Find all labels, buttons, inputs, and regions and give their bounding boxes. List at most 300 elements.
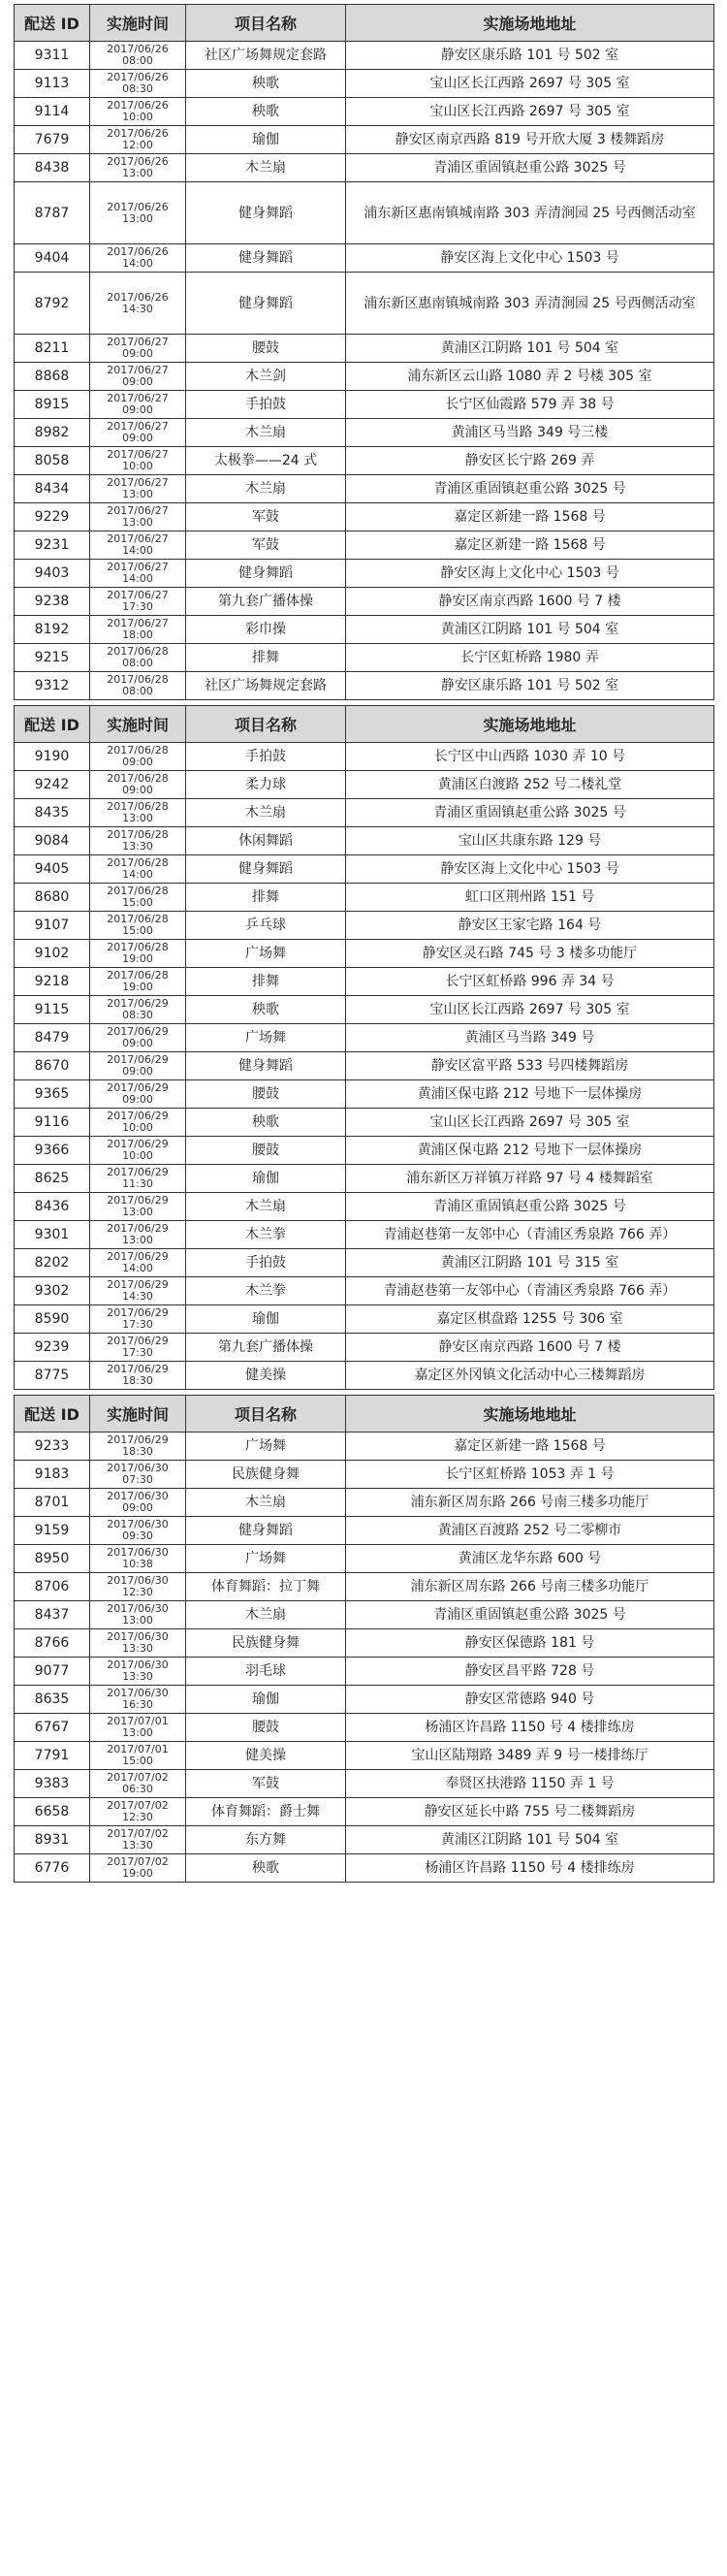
cell-time: 2017/06/28 09:00 [90, 771, 186, 799]
cell-project: 东方舞 [186, 1826, 346, 1854]
cell-project: 木兰扇 [186, 475, 346, 503]
table-row [15, 503, 714, 531]
table-row [15, 1334, 714, 1362]
header-time: 实施时间 [90, 5, 186, 42]
cell-project: 广场舞 [186, 1024, 346, 1052]
table-row [15, 968, 714, 996]
cell-project: 第九套广播体操 [186, 588, 346, 616]
cell-id: 8625 [15, 1165, 90, 1193]
table-row [15, 126, 714, 154]
cell-address: 浦东新区惠南镇城南路 303 弄清涧园 25 号西侧活动室 [346, 182, 714, 244]
table-row [15, 1109, 714, 1137]
table-row [15, 42, 714, 70]
cell-time: 2017/06/28 15:00 [90, 884, 186, 912]
cell-time: 2017/06/27 17:30 [90, 588, 186, 616]
cell-time: 2017/06/29 09:00 [90, 1052, 186, 1080]
table-row [15, 1714, 714, 1742]
table-row [15, 1742, 714, 1770]
cell-id: 8931 [15, 1826, 90, 1854]
table-row [15, 855, 714, 884]
cell-project: 羽毛球 [186, 1658, 346, 1686]
table-row [15, 70, 714, 98]
cell-time: 2017/06/27 09:00 [90, 391, 186, 419]
table-row [15, 1798, 714, 1826]
cell-id: 8775 [15, 1362, 90, 1390]
cell-time: 2017/06/30 09:30 [90, 1517, 186, 1545]
cell-time: 2017/07/02 06:30 [90, 1770, 186, 1798]
table-row [15, 1221, 714, 1249]
cell-project: 手拍鼓 [186, 391, 346, 419]
cell-id: 8436 [15, 1193, 90, 1221]
cell-address: 青浦区重固镇赵重公路 3025 号 [346, 1601, 714, 1629]
cell-id: 6767 [15, 1714, 90, 1742]
cell-project: 手拍鼓 [186, 1249, 346, 1277]
cell-project: 体育舞蹈：爵士舞 [186, 1798, 346, 1826]
cell-time: 2017/06/27 14:00 [90, 531, 186, 560]
table-row [15, 98, 714, 126]
cell-address: 虹口区荆州路 151 号 [346, 884, 714, 912]
cell-time: 2017/06/30 07:30 [90, 1461, 186, 1489]
cell-time: 2017/06/28 14:00 [90, 855, 186, 884]
cell-time: 2017/06/29 10:00 [90, 1137, 186, 1165]
cell-project: 广场舞 [186, 940, 346, 968]
cell-project: 瑜伽 [186, 1305, 346, 1334]
table-row [15, 335, 714, 363]
header-address: 实施场地地址 [346, 706, 714, 743]
table-row [15, 1658, 714, 1686]
cell-project: 木兰扇 [186, 799, 346, 827]
table-row [15, 1024, 714, 1052]
cell-id: 8435 [15, 799, 90, 827]
table-row [15, 996, 714, 1024]
cell-time: 2017/06/26 13:00 [90, 154, 186, 182]
cell-address: 嘉定区新建一路 1568 号 [346, 503, 714, 531]
cell-time: 2017/06/27 09:00 [90, 335, 186, 363]
cell-address: 青浦区重固镇赵重公路 3025 号 [346, 1193, 714, 1221]
cell-id: 8670 [15, 1052, 90, 1080]
cell-address: 长宁区中山西路 1030 弄 10 号 [346, 743, 714, 771]
cell-address: 黄浦区江阴路 101 号 315 室 [346, 1249, 714, 1277]
cell-address: 青浦区重固镇赵重公路 3025 号 [346, 475, 714, 503]
cell-id: 9077 [15, 1658, 90, 1686]
cell-id: 8202 [15, 1249, 90, 1277]
table-row [15, 799, 714, 827]
cell-time: 2017/06/28 13:30 [90, 827, 186, 855]
cell-address: 长宁区仙霞路 579 弄 38 号 [346, 391, 714, 419]
cell-address: 静安区延长中路 755 号二楼舞蹈房 [346, 1798, 714, 1826]
table-header-row [15, 5, 714, 42]
table-row [15, 1165, 714, 1193]
cell-time: 2017/06/30 13:30 [90, 1658, 186, 1686]
table-row [15, 1854, 714, 1883]
cell-project: 乒乓球 [186, 912, 346, 940]
table-row [15, 1826, 714, 1854]
cell-project: 柔力球 [186, 771, 346, 799]
cell-address: 长宁区虹桥路 1980 弄 [346, 644, 714, 672]
cell-id: 7791 [15, 1742, 90, 1770]
cell-id: 9159 [15, 1517, 90, 1545]
table-row [15, 1461, 714, 1489]
cell-id: 9218 [15, 968, 90, 996]
table-row [15, 1433, 714, 1461]
cell-project: 健美操 [186, 1362, 346, 1390]
cell-time: 2017/06/29 11:30 [90, 1165, 186, 1193]
cell-time: 2017/06/29 18:30 [90, 1362, 186, 1390]
cell-address: 长宁区虹桥路 1053 弄 1 号 [346, 1461, 714, 1489]
cell-address: 浦东新区周东路 266 号南三楼多功能厅 [346, 1489, 714, 1517]
cell-address: 青浦区重固镇赵重公路 3025 号 [346, 154, 714, 182]
table-row [15, 244, 714, 273]
cell-time: 2017/06/29 09:00 [90, 1024, 186, 1052]
cell-address: 黄浦区马当路 349 号三楼 [346, 419, 714, 447]
table-row [15, 827, 714, 855]
cell-project: 瑜伽 [186, 1686, 346, 1714]
cell-time: 2017/06/28 09:00 [90, 743, 186, 771]
table-row [15, 1573, 714, 1601]
cell-id: 9242 [15, 771, 90, 799]
table-row [15, 1052, 714, 1080]
table-row [15, 475, 714, 503]
cell-address: 宝山区共康东路 129 号 [346, 827, 714, 855]
cell-id: 9116 [15, 1109, 90, 1137]
cell-address: 静安区常德路 940 号 [346, 1686, 714, 1714]
table-row [15, 419, 714, 447]
cell-id: 8982 [15, 419, 90, 447]
table-row [15, 884, 714, 912]
cell-id: 9405 [15, 855, 90, 884]
cell-id: 9215 [15, 644, 90, 672]
cell-time: 2017/06/26 10:00 [90, 98, 186, 126]
table-row [15, 1249, 714, 1277]
cell-address: 青浦赵巷第一友邻中心（青浦区秀泉路 766 弄） [346, 1221, 714, 1249]
cell-time: 2017/06/29 18:30 [90, 1433, 186, 1461]
cell-id: 8058 [15, 447, 90, 475]
cell-project: 民族健身舞 [186, 1461, 346, 1489]
header-address: 实施场地地址 [346, 5, 714, 42]
cell-address: 黄浦区江阴路 101 号 504 室 [346, 335, 714, 363]
cell-time: 2017/06/28 08:00 [90, 672, 186, 700]
cell-time: 2017/06/26 08:00 [90, 42, 186, 70]
cell-id: 8787 [15, 182, 90, 244]
table-row [15, 1362, 714, 1390]
cell-id: 9107 [15, 912, 90, 940]
cell-address: 宝山区长江西路 2697 号 305 室 [346, 996, 714, 1024]
table-row [15, 1137, 714, 1165]
cell-id: 8590 [15, 1305, 90, 1334]
table-header-row [15, 706, 714, 743]
cell-time: 2017/06/29 09:00 [90, 1080, 186, 1109]
cell-time: 2017/06/27 09:00 [90, 363, 186, 391]
cell-address: 青浦区重固镇赵重公路 3025 号 [346, 799, 714, 827]
cell-address: 黄浦区江阴路 101 号 504 室 [346, 616, 714, 644]
table-row [15, 363, 714, 391]
cell-id: 9084 [15, 827, 90, 855]
cell-id: 9239 [15, 1334, 90, 1362]
cell-project: 秧歌 [186, 1109, 346, 1137]
cell-time: 2017/06/30 10:38 [90, 1545, 186, 1573]
cell-project: 木兰扇 [186, 1489, 346, 1517]
cell-time: 2017/06/30 12:30 [90, 1573, 186, 1601]
cell-time: 2017/07/02 13:30 [90, 1826, 186, 1854]
cell-project: 木兰拳 [186, 1277, 346, 1305]
table-row [15, 1489, 714, 1517]
cell-id: 9403 [15, 560, 90, 588]
cell-project: 社区广场舞规定套路 [186, 42, 346, 70]
cell-project: 健身舞蹈 [186, 244, 346, 273]
cell-time: 2017/06/27 09:00 [90, 419, 186, 447]
cell-time: 2017/06/27 10:00 [90, 447, 186, 475]
cell-project: 太极拳——24 式 [186, 447, 346, 475]
cell-time: 2017/06/29 14:00 [90, 1249, 186, 1277]
table-header-row [15, 1396, 714, 1433]
cell-id: 8792 [15, 273, 90, 335]
cell-project: 木兰扇 [186, 1601, 346, 1629]
cell-id: 8211 [15, 335, 90, 363]
cell-id: 9233 [15, 1433, 90, 1461]
cell-time: 2017/06/27 13:00 [90, 475, 186, 503]
cell-address: 杨浦区许昌路 1150 号 4 楼排练房 [346, 1714, 714, 1742]
table-row [15, 1277, 714, 1305]
cell-time: 2017/06/29 13:00 [90, 1221, 186, 1249]
header-project: 项目名称 [186, 706, 346, 743]
table-row [15, 1686, 714, 1714]
table-row [15, 1305, 714, 1334]
cell-time: 2017/06/30 09:00 [90, 1489, 186, 1517]
cell-project: 社区广场舞规定套路 [186, 672, 346, 700]
cell-time: 2017/06/29 14:30 [90, 1277, 186, 1305]
cell-id: 9114 [15, 98, 90, 126]
header-id: 配送 ID [15, 1396, 90, 1433]
cell-project: 民族健身舞 [186, 1629, 346, 1658]
table-row [15, 743, 714, 771]
cell-id: 9312 [15, 672, 90, 700]
cell-time: 2017/06/26 14:30 [90, 273, 186, 335]
cell-address: 静安区康乐路 101 号 502 室 [346, 42, 714, 70]
cell-time: 2017/07/02 12:30 [90, 1798, 186, 1826]
cell-time: 2017/06/30 13:30 [90, 1629, 186, 1658]
schedule-table [14, 1395, 714, 1883]
cell-project: 健身舞蹈 [186, 1052, 346, 1080]
schedule-table [14, 705, 714, 1390]
cell-time: 2017/07/01 15:00 [90, 1742, 186, 1770]
cell-project: 秧歌 [186, 996, 346, 1024]
cell-project: 排舞 [186, 968, 346, 996]
cell-project: 腰鼓 [186, 1714, 346, 1742]
cell-address: 静安区康乐路 101 号 502 室 [346, 672, 714, 700]
cell-time: 2017/06/29 08:30 [90, 996, 186, 1024]
schedule-document [14, 4, 713, 1887]
cell-project: 军鼓 [186, 1770, 346, 1798]
cell-project: 腰鼓 [186, 1080, 346, 1109]
cell-project: 健美操 [186, 1742, 346, 1770]
header-project: 项目名称 [186, 5, 346, 42]
cell-address: 浦东新区万祥镇万祥路 97 号 4 楼舞蹈室 [346, 1165, 714, 1193]
cell-address: 宝山区陆翔路 3489 弄 9 号一楼排练厅 [346, 1742, 714, 1770]
table-row [15, 1770, 714, 1798]
cell-project: 瑜伽 [186, 126, 346, 154]
cell-id: 9311 [15, 42, 90, 70]
cell-id: 8950 [15, 1545, 90, 1573]
header-address: 实施场地地址 [346, 1396, 714, 1433]
cell-project: 秧歌 [186, 98, 346, 126]
cell-id: 8706 [15, 1573, 90, 1601]
cell-project: 休闲舞蹈 [186, 827, 346, 855]
cell-address: 黄浦区保屯路 212 号地下一层体操房 [346, 1137, 714, 1165]
cell-time: 2017/06/28 19:00 [90, 968, 186, 996]
cell-project: 体育舞蹈：拉丁舞 [186, 1573, 346, 1601]
cell-id: 9229 [15, 503, 90, 531]
cell-project: 木兰拳 [186, 1221, 346, 1249]
cell-address: 黄浦区马当路 349 号 [346, 1024, 714, 1052]
cell-project: 健身舞蹈 [186, 560, 346, 588]
cell-address: 宝山区长江西路 2697 号 305 室 [346, 70, 714, 98]
cell-address: 静安区南京西路 819 号开欣大厦 3 楼舞蹈房 [346, 126, 714, 154]
cell-address: 嘉定区新建一路 1568 号 [346, 1433, 714, 1461]
cell-address: 嘉定区外冈镇文化活动中心三楼舞蹈房 [346, 1362, 714, 1390]
cell-id: 9190 [15, 743, 90, 771]
cell-project: 广场舞 [186, 1545, 346, 1573]
cell-project: 第九套广播体操 [186, 1334, 346, 1362]
table-row [15, 1545, 714, 1573]
cell-time: 2017/06/29 13:00 [90, 1193, 186, 1221]
cell-project: 秧歌 [186, 1854, 346, 1883]
cell-id: 9366 [15, 1137, 90, 1165]
cell-address: 浦东新区周东路 266 号南三楼多功能厅 [346, 1573, 714, 1601]
cell-id: 9383 [15, 1770, 90, 1798]
cell-id: 8438 [15, 154, 90, 182]
cell-time: 2017/06/28 08:00 [90, 644, 186, 672]
cell-project: 排舞 [186, 644, 346, 672]
cell-id: 8192 [15, 616, 90, 644]
cell-address: 长宁区虹桥路 996 弄 34 号 [346, 968, 714, 996]
table-row [15, 672, 714, 700]
cell-address: 浦东新区云山路 1080 弄 2 号楼 305 室 [346, 363, 714, 391]
cell-address: 静安区长宁路 269 弄 [346, 447, 714, 475]
cell-project: 木兰扇 [186, 1193, 346, 1221]
cell-id: 8479 [15, 1024, 90, 1052]
cell-time: 2017/06/29 10:00 [90, 1109, 186, 1137]
header-time: 实施时间 [90, 1396, 186, 1433]
cell-id: 9365 [15, 1080, 90, 1109]
cell-time: 2017/06/27 13:00 [90, 503, 186, 531]
cell-id: 8915 [15, 391, 90, 419]
cell-time: 2017/07/02 19:00 [90, 1854, 186, 1883]
cell-address: 浦东新区惠南镇城南路 303 弄清涧园 25 号西侧活动室 [346, 273, 714, 335]
cell-address: 宝山区长江西路 2697 号 305 室 [346, 1109, 714, 1137]
header-time: 实施时间 [90, 706, 186, 743]
cell-address: 奉贤区扶港路 1150 弄 1 号 [346, 1770, 714, 1798]
cell-address: 黄浦区龙华东路 600 号 [346, 1545, 714, 1573]
table-row [15, 616, 714, 644]
cell-project: 腰鼓 [186, 1137, 346, 1165]
cell-id: 9231 [15, 531, 90, 560]
table-row [15, 644, 714, 672]
cell-id: 8766 [15, 1629, 90, 1658]
cell-time: 2017/06/26 14:00 [90, 244, 186, 273]
cell-project: 军鼓 [186, 531, 346, 560]
cell-time: 2017/06/26 12:00 [90, 126, 186, 154]
schedule-table [14, 4, 714, 700]
cell-project: 军鼓 [186, 503, 346, 531]
cell-address: 杨浦区许昌路 1150 号 4 楼排练房 [346, 1854, 714, 1883]
cell-project: 瑜伽 [186, 1165, 346, 1193]
cell-id: 8437 [15, 1601, 90, 1629]
cell-project: 木兰扇 [186, 154, 346, 182]
header-id: 配送 ID [15, 5, 90, 42]
cell-id: 8701 [15, 1489, 90, 1517]
cell-address: 静安区保德路 181 号 [346, 1629, 714, 1658]
cell-address: 青浦赵巷第一友邻中心（青浦区秀泉路 766 弄） [346, 1277, 714, 1305]
cell-project: 木兰扇 [186, 419, 346, 447]
cell-project: 广场舞 [186, 1433, 346, 1461]
cell-id: 9238 [15, 588, 90, 616]
cell-project: 健身舞蹈 [186, 182, 346, 244]
cell-time: 2017/06/30 13:00 [90, 1601, 186, 1629]
cell-time: 2017/06/28 15:00 [90, 912, 186, 940]
cell-project: 木兰剑 [186, 363, 346, 391]
cell-address: 黄浦区江阴路 101 号 504 室 [346, 1826, 714, 1854]
cell-project: 彩巾操 [186, 616, 346, 644]
table-row [15, 771, 714, 799]
table-row [15, 154, 714, 182]
cell-address: 静安区富平路 533 号四楼舞蹈房 [346, 1052, 714, 1080]
table-row [15, 560, 714, 588]
cell-address: 静安区海上文化中心 1503 号 [346, 855, 714, 884]
cell-project: 秧歌 [186, 70, 346, 98]
cell-project: 健身舞蹈 [186, 855, 346, 884]
table-row [15, 912, 714, 940]
cell-address: 静安区海上文化中心 1503 号 [346, 244, 714, 273]
cell-id: 6776 [15, 1854, 90, 1883]
header-project: 项目名称 [186, 1396, 346, 1433]
cell-address: 黄浦区白渡路 252 号二楼礼堂 [346, 771, 714, 799]
table-row [15, 1080, 714, 1109]
cell-address: 嘉定区棋盘路 1255 号 306 室 [346, 1305, 714, 1334]
cell-address: 黄浦区百渡路 252 号二零柳市 [346, 1517, 714, 1545]
header-id: 配送 ID [15, 706, 90, 743]
cell-time: 2017/06/30 16:30 [90, 1686, 186, 1714]
cell-id: 6658 [15, 1798, 90, 1826]
cell-id: 8680 [15, 884, 90, 912]
table-row [15, 1601, 714, 1629]
cell-project: 排舞 [186, 884, 346, 912]
cell-time: 2017/06/28 13:00 [90, 799, 186, 827]
cell-time: 2017/06/26 13:00 [90, 182, 186, 244]
cell-project: 健身舞蹈 [186, 273, 346, 335]
cell-address: 宝山区长江西路 2697 号 305 室 [346, 98, 714, 126]
cell-time: 2017/06/27 14:00 [90, 560, 186, 588]
table-row [15, 588, 714, 616]
cell-id: 9301 [15, 1221, 90, 1249]
cell-id: 9302 [15, 1277, 90, 1305]
cell-id: 9113 [15, 70, 90, 98]
cell-address: 静安区王家宅路 164 号 [346, 912, 714, 940]
cell-address: 静安区灵石路 745 号 3 楼多功能厅 [346, 940, 714, 968]
cell-address: 嘉定区新建一路 1568 号 [346, 531, 714, 560]
cell-id: 8434 [15, 475, 90, 503]
table-row [15, 940, 714, 968]
cell-project: 手拍鼓 [186, 743, 346, 771]
table-row [15, 1193, 714, 1221]
cell-time: 2017/06/29 17:30 [90, 1305, 186, 1334]
table-row [15, 531, 714, 560]
cell-id: 9183 [15, 1461, 90, 1489]
cell-address: 静安区昌平路 728 号 [346, 1658, 714, 1686]
cell-time: 2017/06/28 19:00 [90, 940, 186, 968]
cell-id: 7679 [15, 126, 90, 154]
cell-time: 2017/07/01 13:00 [90, 1714, 186, 1742]
table-row [15, 391, 714, 419]
